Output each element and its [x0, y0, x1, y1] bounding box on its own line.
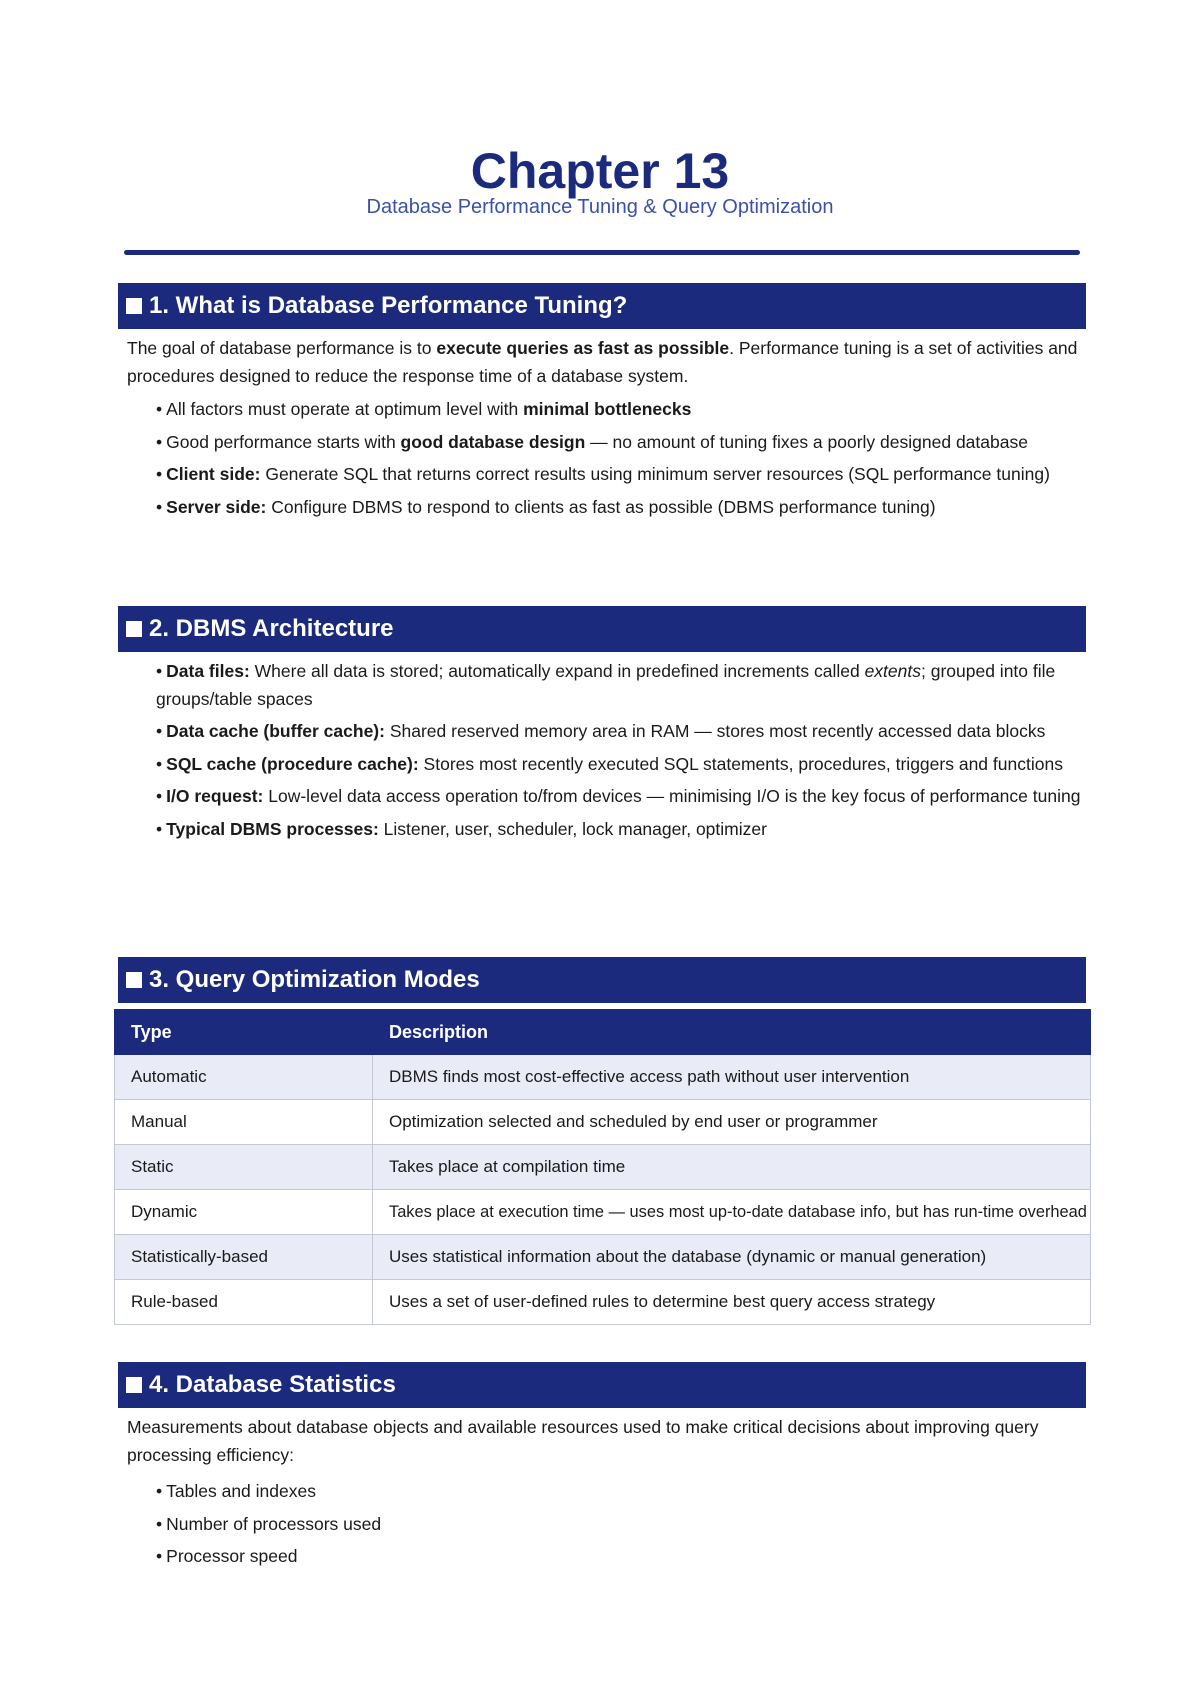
- item-italic: extents: [864, 661, 921, 681]
- list-item: [156, 718, 1086, 746]
- table-row: [115, 1235, 1091, 1280]
- type-cell: Rule-based: [115, 1280, 373, 1325]
- description-cell: DBMS finds most cost-effective access path without user intervention: [373, 1055, 1091, 1100]
- table-row: [115, 1280, 1091, 1325]
- table-row: [115, 1190, 1091, 1235]
- table-row: [115, 1145, 1091, 1190]
- list-item: [156, 751, 1086, 779]
- optimization-modes-table: [114, 1009, 1091, 1325]
- intro-emphasis: execute queries as fast as possible: [436, 338, 730, 358]
- intro-text: The goal of database performance is to: [127, 338, 437, 358]
- item-emphasis: good database design: [400, 431, 586, 452]
- item-text: Processor speed: [166, 1546, 298, 1566]
- description-cell: Uses a set of user-defined rules to determine best query access strategy: [373, 1280, 1091, 1325]
- section-1-list: [156, 396, 1086, 526]
- bullet-icon: •: [156, 818, 163, 839]
- item-text: Shared reserved memory area in RAM — stores most recently accessed data blocks: [384, 721, 1046, 741]
- item-text: Tables and indexes: [166, 1481, 316, 1501]
- item-text: Number of processors used: [166, 1513, 382, 1534]
- chapter-title: Chapter 13: [470, 143, 730, 199]
- section-title: 1. What is Database Performance Tuning?: [149, 292, 628, 319]
- list-item: [156, 1478, 1086, 1506]
- bullet-icon: •: [156, 399, 163, 419]
- section-title: 3. Query Optimization Modes: [149, 966, 480, 993]
- list-item: [156, 494, 1086, 522]
- list-item: [156, 396, 1086, 424]
- item-text: Where all data is stored; automatically expand in predefined increments called: [249, 661, 865, 681]
- description-cell: Takes place at execution time — uses most up-to-date database info, but has run-time overhead: [373, 1190, 1091, 1235]
- type-cell: Static: [115, 1145, 373, 1190]
- bullet-icon: •: [156, 431, 163, 452]
- bullet-icon: •: [156, 1513, 163, 1534]
- item-text: Generate SQL that returns correct results using minimum server resources (SQL performance tuning): [260, 464, 1050, 484]
- column-header-type: Type: [115, 1010, 373, 1055]
- list-item: [156, 1511, 1086, 1539]
- section-4-list: [156, 1478, 1086, 1576]
- item-emphasis: SQL cache (procedure cache):: [166, 753, 419, 774]
- description-cell: Optimization selected and scheduled by end user or programmer: [373, 1100, 1091, 1145]
- section-title: 4. Database Statistics: [149, 1371, 396, 1398]
- chapter-subtitle: Database Performance Tuning & Query Optimization: [366, 196, 834, 218]
- list-item: [156, 1543, 1086, 1571]
- column-header-description: Description: [373, 1010, 1091, 1055]
- table-row: [115, 1055, 1091, 1100]
- item-emphasis: I/O request:: [166, 786, 264, 806]
- section-header-4: [118, 1362, 1086, 1408]
- item-emphasis: Data cache (buffer cache):: [166, 721, 385, 741]
- description-cell: Uses statistical information about the database (dynamic or manual generation): [373, 1235, 1091, 1280]
- type-cell: Manual: [115, 1100, 373, 1145]
- section-header-3: [118, 957, 1086, 1003]
- intro-text: . Performance tuning is a set of activities and procedures designed to reduce the response time of a database system.: [127, 338, 1078, 386]
- list-item: [156, 429, 1086, 457]
- item-text: All factors must operate at optimum level with: [166, 399, 524, 419]
- section-1-intro: [127, 335, 1082, 390]
- type-cell: Statistically-based: [115, 1235, 373, 1280]
- section-4-intro: Measurements about database objects and available resources used to make critical decisions about improving query processing efficiency:: [127, 1417, 1039, 1465]
- square-bullet-icon: [126, 1377, 142, 1393]
- square-bullet-icon: [126, 298, 142, 314]
- item-emphasis: Server side:: [166, 496, 267, 517]
- bullet-icon: •: [156, 786, 163, 806]
- table-row: [115, 1100, 1091, 1145]
- item-text: — no amount of tuning fixes a poorly designed database: [585, 431, 1028, 452]
- bullet-icon: •: [156, 753, 163, 774]
- item-text: Stores most recently executed SQL statements, procedures, triggers and functions: [418, 753, 1063, 774]
- title-divider: [124, 250, 1080, 255]
- item-text: Low-level data access operation to/from devices — minimising I/O is the key focus of performance tuning: [263, 786, 1081, 806]
- bullet-icon: •: [156, 496, 163, 517]
- bullet-icon: •: [156, 1546, 163, 1566]
- bullet-icon: •: [156, 464, 163, 484]
- list-item: [156, 816, 1086, 844]
- item-text: ; grouped into file groups/table spaces: [156, 661, 1056, 709]
- type-cell: Automatic: [115, 1055, 373, 1100]
- item-emphasis: Typical DBMS processes:: [166, 818, 379, 839]
- bullet-icon: •: [156, 1481, 163, 1501]
- bullet-icon: •: [156, 721, 163, 741]
- section-header-2: [118, 606, 1086, 652]
- square-bullet-icon: [126, 621, 142, 637]
- item-emphasis: Data files:: [166, 661, 250, 681]
- list-item: [156, 461, 1086, 489]
- item-emphasis: Client side:: [166, 464, 261, 484]
- item-emphasis: minimal bottlenecks: [523, 399, 692, 419]
- list-item: [156, 783, 1086, 811]
- bullet-icon: •: [156, 661, 163, 681]
- list-item: [156, 658, 1086, 713]
- square-bullet-icon: [126, 972, 142, 988]
- description-cell: Takes place at compilation time: [373, 1145, 1091, 1190]
- section-title: 2. DBMS Architecture: [149, 615, 394, 642]
- table-header-row: [115, 1010, 1091, 1055]
- type-cell: Dynamic: [115, 1190, 373, 1235]
- item-text: Listener, user, scheduler, lock manager, optimizer: [378, 818, 767, 839]
- item-text: Good performance starts with: [166, 431, 401, 452]
- item-text: Configure DBMS to respond to clients as fast as possible (DBMS performance tuning): [266, 496, 936, 517]
- section-2-list: [156, 658, 1086, 848]
- section-header-1: [118, 283, 1086, 329]
